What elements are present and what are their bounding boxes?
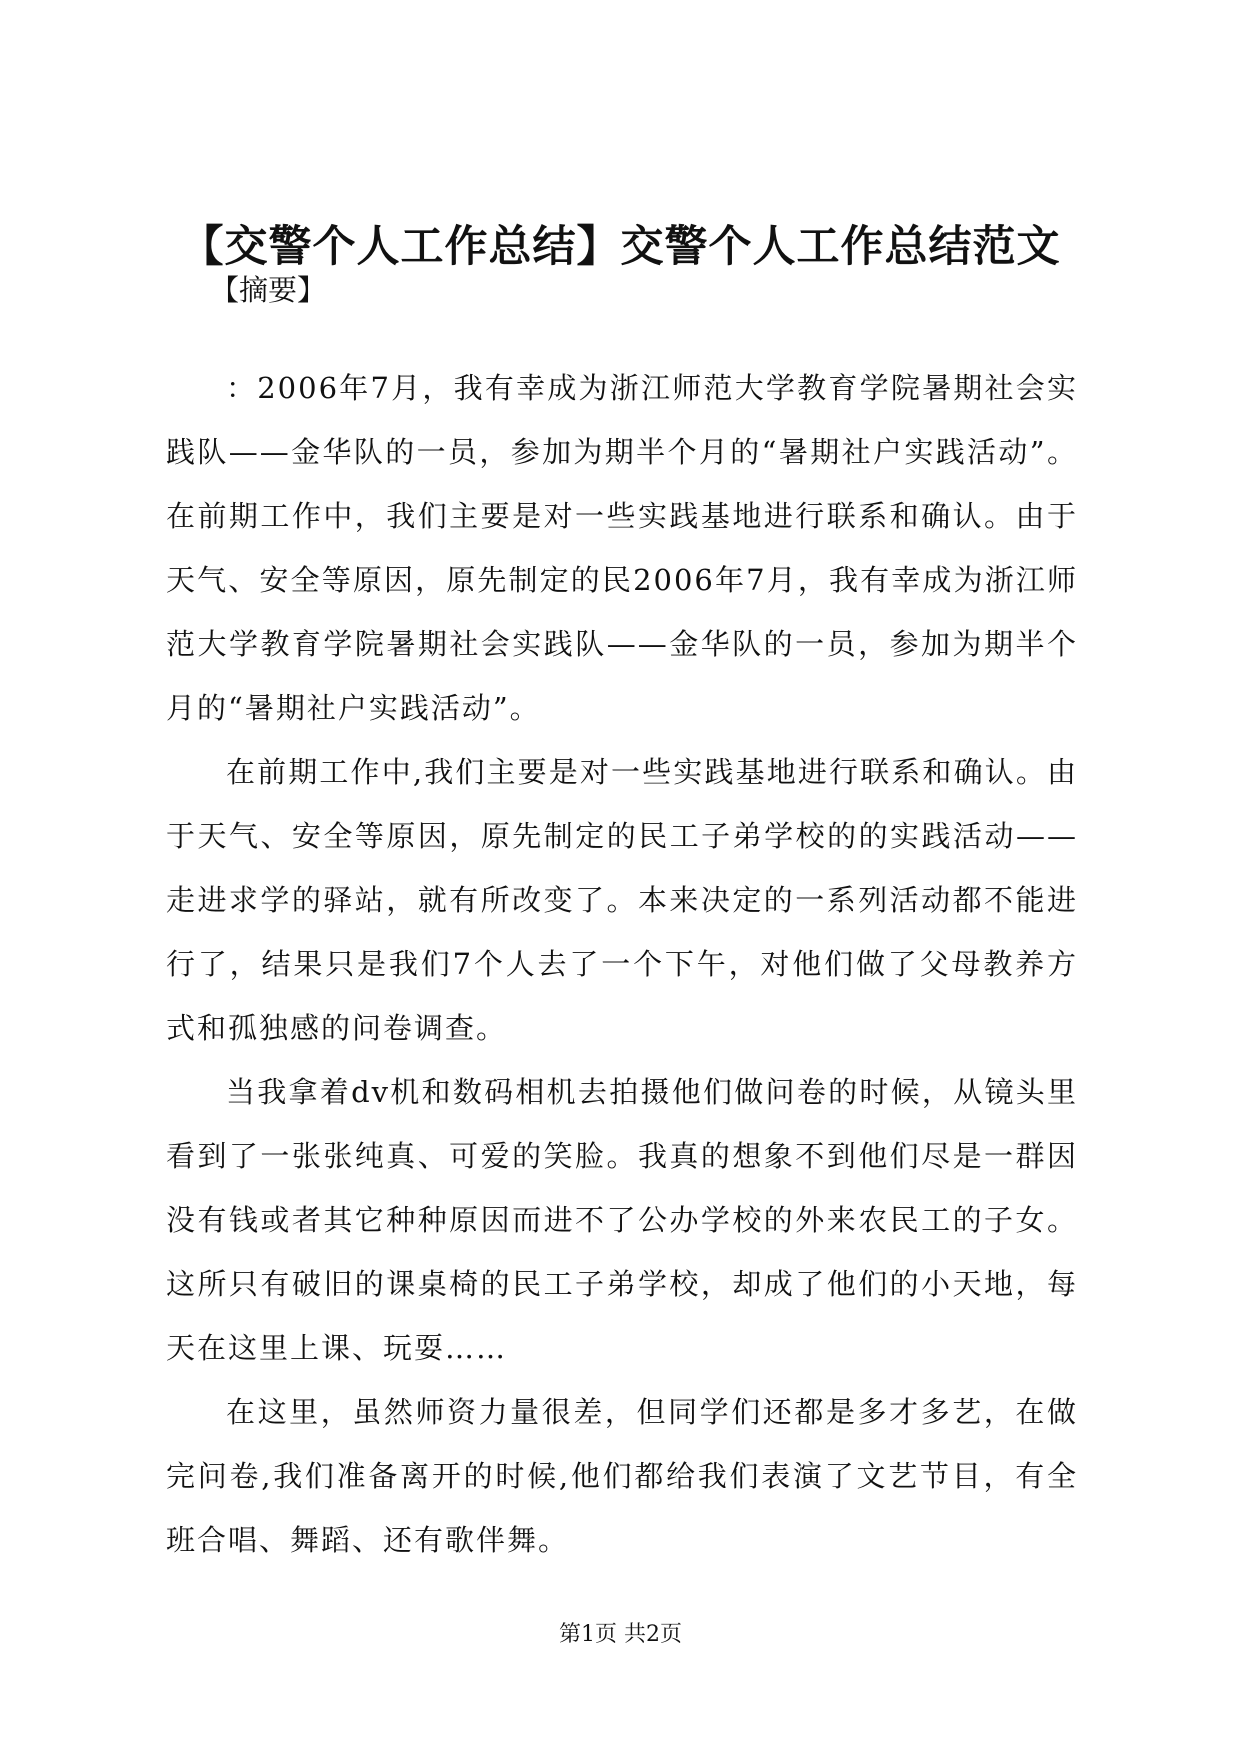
paragraph: 在这里，虽然师资力量很差，但同学们还都是多才多艺，在做完问卷,我们准备离开的时候,他们都给我们表演了文艺节目，有全班合唱、舞蹈、还有歌伴舞。: [166, 1395, 1078, 1557]
document-body: [166, 356, 1078, 1572]
document-title: 【交警个人工作总结】交警个人工作总结范文: [180, 222, 1061, 272]
paragraph: 在前期工作中,我们主要是对一些实践基地进行联系和确认。由于天气、安全等原因，原先制定的民工子弟学校的的实践活动——走进求学的驿站，就有所改变了。本来决定的一系列活动都不能进行了，结果只是我们7个人去了一个下午，对他们做了父母教养方式和孤独感的问卷调查。: [166, 755, 1078, 1045]
paragraph: 当我拿着dv机和数码相机去拍摄他们做问卷的时候，从镜头里看到了一张张纯真、可爱的笑脸。我真的想象不到他们尽是一群因没有钱或者其它种种原因而进不了公办学校的外来农民工的子女。这所只有破旧的课桌椅的民工子弟学校，却成了他们的小天地，每天在这里上课、玩耍……: [166, 1075, 1078, 1365]
page-footer: 第1页 共2页: [559, 1622, 682, 1647]
abstract-label: 【摘要】: [210, 273, 327, 307]
paragraph: ：2006年7月，我有幸成为浙江师范大学教育学院暑期社会实践队——金华队的一员，参加为期半个月的“暑期社户实践活动”。在前期工作中，我们主要是对一些实践基地进行联系和确认。由于天气、安全等原因，原先制定的民2006年7月，我有幸成为浙江师范大学教育学院暑期社会实践队——金华队的一员，参加为期半个月的“暑期社户实践活动”。: [166, 371, 1078, 725]
